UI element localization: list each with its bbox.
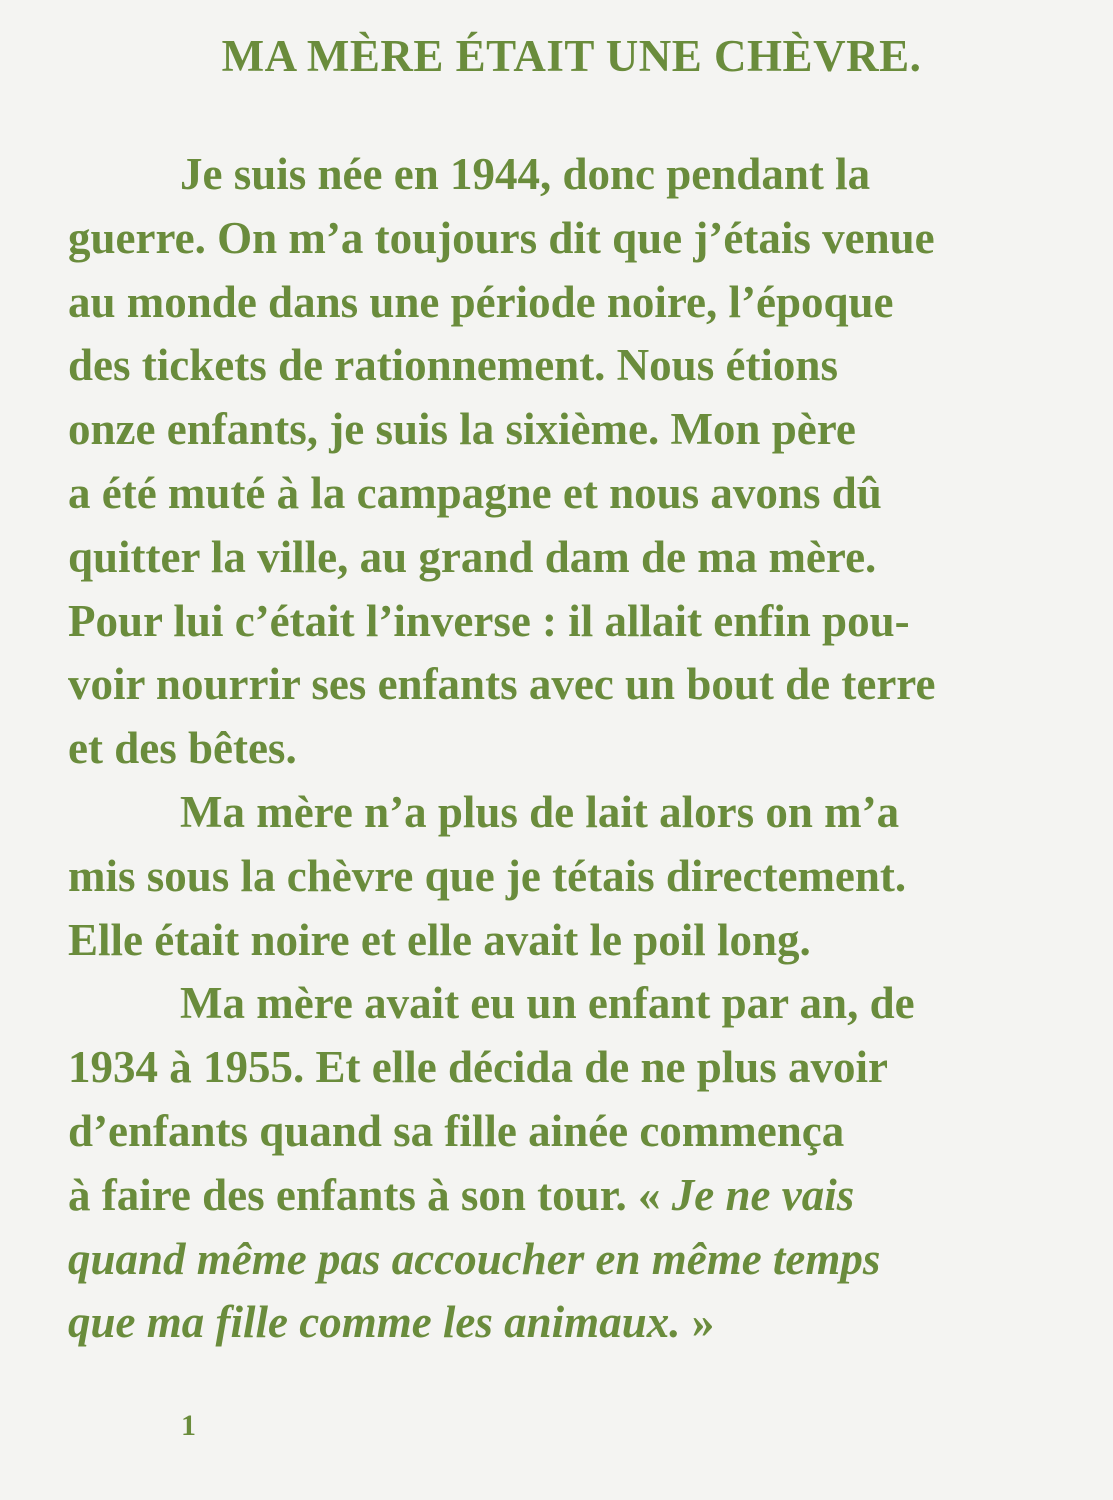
paragraph-3 [68,972,1048,1355]
closing-quote: » [680,1297,715,1348]
body-text [68,143,1048,1355]
text-line: Ma mère avait eu un enfant par an, de [180,978,915,1029]
text-segment: à faire des enfants à son tour. « [68,1169,672,1220]
chapter-title: MA MÈRE ÉTAIT UNE CHÈVRE. [221,31,922,81]
text-line: quitter la ville, au grand dam de ma mère. [68,531,877,582]
page-number: 1 [181,1409,196,1442]
text-line: Je suis née en 1944, donc pendant la [180,149,871,199]
text-line: des tickets de rationnement. Nous étions [68,340,838,391]
text-line: voir nourrir ses enfants avec un bout de terre [68,659,936,710]
text-line: Pour lui c’était l’inverse : il allait enfin pou- [68,595,910,646]
paragraph-2 [68,781,1048,972]
text-line: guerre. On m’a toujours dit que j’étais venue [68,212,935,263]
paragraph-1 [68,143,1048,781]
text-line: mis sous la chèvre que je tétais directement. [68,850,907,901]
text-line: d’enfants quand sa fille ainée commença [68,1105,845,1156]
quote-segment: que ma fille comme les animaux. [68,1297,681,1348]
text-line: onze enfants, je suis la sixième. Mon père [68,404,856,455]
quote-line: quand même pas accoucher en même temps [68,1233,881,1284]
text-line: a été muté à la campagne et nous avons dû [68,467,882,518]
text-line-mixed [68,1164,1048,1228]
text-line: 1934 à 1955. Et elle décida de ne plus avoir [68,1042,888,1093]
text-line: Ma mère n’a plus de lait alors on m’a [180,786,900,837]
text-line-mixed [68,1291,1048,1355]
text-line: Elle était noire et elle avait le poil long. [68,914,811,965]
text-line: au monde dans une période noire, l’époque [68,276,894,327]
text-line: et des bêtes. [68,723,297,774]
quote-segment: Je ne vais [671,1169,855,1220]
